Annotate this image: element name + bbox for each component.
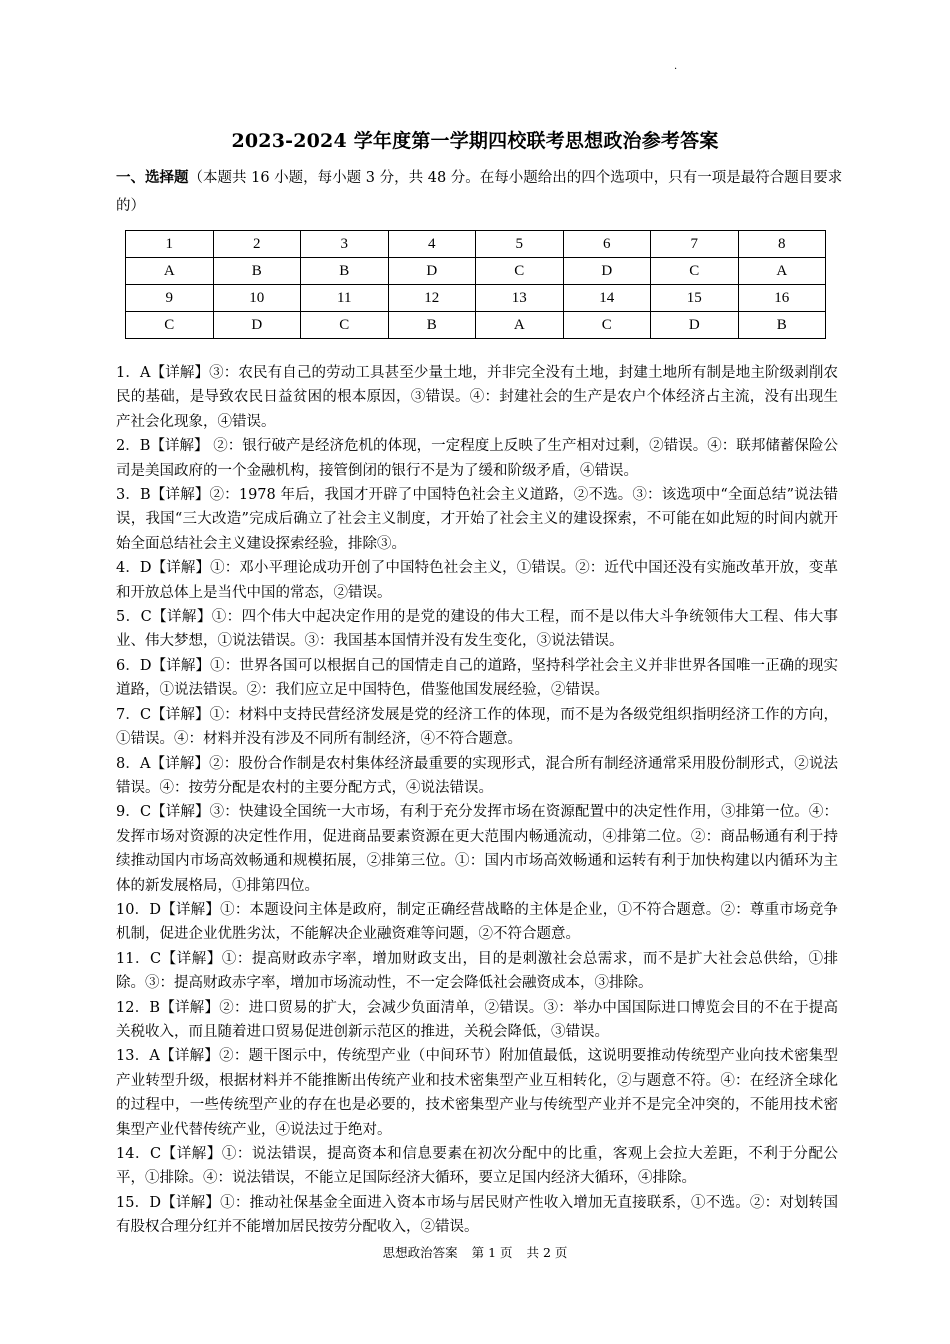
answer-letter-cell: D — [651, 312, 739, 339]
answer-letter-cell: C — [651, 258, 739, 285]
question-number-row — [126, 285, 826, 312]
answer-letter-cell: A — [738, 258, 826, 285]
question-number-cell: 3 — [301, 231, 389, 258]
header-dot-mark: . — [674, 61, 678, 72]
answer-table — [125, 230, 826, 339]
explanation-item: 4．D【详解】①：邓小平理论成功开创了中国特色社会主义，①错误。②：近代中国还没有实施改革开放，变革和开放总体上是当代中国的常态，②错误。 — [116, 560, 838, 601]
explanation-item: 10．D【详解】①：本题设问主体是政府，制定正确经营战略的主体是企业，①不符合题意。②：尊重市场竞争机制，促进企业优胜劣汰，不能解决企业融资难等问题，②不符合题意。 — [116, 901, 838, 943]
footer-subject: 思想政治答案 — [382, 1245, 458, 1260]
answer-letter-cell: D — [563, 258, 651, 285]
answer-letter-row — [126, 312, 826, 339]
section-note: （本题共 16 小题，每小题 3 分，共 48 分。在每小题给出的四个选项中，只有一项是最符合题目要求的） — [116, 170, 843, 214]
question-number-cell: 14 — [563, 285, 651, 312]
explanation-item: 7．C【详解】①：材料中支持民营经济发展是党的经济工作的体现，而不是为各级党组织指明经济工作的方向，①错误。④：材料并没有涉及不同所有制经济，④不符合题意。 — [116, 706, 838, 748]
question-number-cell: 1 — [126, 231, 214, 258]
question-number-cell: 13 — [476, 285, 564, 312]
answer-letter-cell: B — [301, 258, 389, 285]
question-number-cell: 9 — [126, 285, 214, 312]
answer-letter-cell: C — [563, 312, 651, 339]
explanation-item: 8．A【详解】②：股份合作制是农村集体经济最重要的实现形式，混合所有制经济通常采用股份制形式，②说法错误。④：按劳分配是农村的主要分配方式，④说法错误。 — [116, 755, 838, 796]
answer-letter-cell: C — [476, 258, 564, 285]
page-footer — [0, 1243, 950, 1261]
section-label: 一、选择题 — [116, 169, 189, 186]
explanation-item: 1．A【详解】③：农民有自己的劳动工具甚至少量土地，并非完全没有土地，封建土地所有制是地主阶级剥削农民的基础，是导致农民日益贫困的根本原因，③错误。④：封建社会的生产是农户个体经济占主流，没有出现生产社会化现象，④错误。 — [116, 365, 838, 430]
question-number-cell: 11 — [301, 285, 389, 312]
question-number-cell: 7 — [651, 231, 739, 258]
answer-letter-cell: A — [126, 258, 214, 285]
explanation-item: 14．C【详解】①：说法错误，提高资本和信息要素在初次分配中的比重，客观上会拉大差距，不利于分配公平，①排除。④：说法错误，不能立足国际经济大循环，要立足国内经济大循环，④排除。 — [116, 1146, 838, 1187]
question-number-cell: 2 — [213, 231, 301, 258]
question-number-cell: 12 — [388, 285, 476, 312]
explanation-item: 12．B【详解】②：进口贸易的扩大，会减少负面清单，②错误。③：举办中国国际进口博览会目的不在于提高关税收入，而且随着进口贸易促进创新示范区的推进，关税会降低，③错误。 — [116, 999, 838, 1040]
answer-letter-cell: B — [213, 258, 301, 285]
explanation-item: 9．C【详解】③：快建设全国统一大市场，有利于充分发挥市场在资源配置中的决定性作用，③排第一位。④：发挥市场对资源的决定性作用，促进商品要素资源在更大范围内畅通流动，④排第二位。②：商品畅通有利于持续推动国内市场高效畅通和规模拓展，②排第三位。①：国内市场高效畅通和运转有利于加快构建以内循环为主体的新发展格局，①排第四位。 — [116, 804, 838, 894]
explanation-item: 5．C【详解】①：四个伟大中起决定作用的是党的建设的伟大工程，而不是以伟大斗争统领伟大工程、伟大事业、伟大梦想，①说法错误。③：我国基本国情并没有发生变化，③说法错误。 — [116, 609, 838, 650]
answer-letter-row — [126, 258, 826, 285]
explanation-list — [116, 361, 838, 1240]
explanation-item: 3．B【详解】②：1978 年后，我国才开辟了中国特色社会主义道路，②不选。③：该选项中“全面总结”说法错误，我国“三大改造”完成后确立了社会主义制度，才开始了社会主义的建设探索，不可能在如此短的时间内就开始全面总结社会主义建设探索经验，排除③。 — [116, 487, 838, 552]
answer-letter-cell: C — [126, 312, 214, 339]
explanation-item: 6．D【详解】①：世界各国可以根据自己的国情走自己的道路，坚持科学社会主义并非世界各国唯一正确的现实道路，①说法错误。②：我们应立足中国特色，借鉴他国发展经验，②错误。 — [116, 657, 838, 699]
answer-letter-cell: D — [213, 312, 301, 339]
explanation-item: 15．D【详解】①：推动社保基金全面进入资本市场与居民财产性收入增加无直接联系，①不选。②：对划转国有股权合理分红并不能增加居民按劳分配收入，②错误。 — [116, 1194, 838, 1236]
question-number-cell: 4 — [388, 231, 476, 258]
footer-page-number: 第 1 页 — [471, 1245, 513, 1260]
footer-total-pages: 共 2 页 — [526, 1245, 568, 1260]
question-number-row — [126, 231, 826, 258]
answer-letter-cell: D — [388, 258, 476, 285]
answer-letter-cell: B — [738, 312, 826, 339]
explanation-item: 13．A【详解】②：题干图示中，传统型产业（中间环节）附加值最低，这说明要推动传统型产业向技术密集型产业转型升级，根据材料并不能推断出传统产业和技术密集型产业互相转化，②与题意不符。④：在经济全球化的过程中，一些传统型产业的存在也是必要的，技术密集型产业与传统型产业并不是完全冲突的，不能用技术密集型产业代替传统产业，④说法过于绝对。 — [116, 1048, 838, 1138]
question-number-cell: 6 — [563, 231, 651, 258]
section-heading — [116, 164, 846, 220]
answer-letter-cell: C — [301, 312, 389, 339]
answer-letter-cell: A — [476, 312, 564, 339]
question-number-cell: 10 — [213, 285, 301, 312]
explanation-item: 11．C【详解】①：提高财政赤字率，增加财政支出，目的是刺激社会总需求，而不是扩大社会总供给，①排除。③：提高财政赤字率，增加市场流动性，不一定会降低社会融资成本，③排除。 — [116, 950, 838, 992]
question-number-cell: 15 — [651, 285, 739, 312]
answer-letter-cell: B — [388, 312, 476, 339]
question-number-cell: 8 — [738, 231, 826, 258]
explanation-item: 2．B【详解】 ②：银行破产是经济危机的体现，一定程度上反映了生产相对过剩，②错误。④：联邦储蓄保险公司是美国政府的一个金融机构，接管倒闭的银行不是为了缓和阶级矛盾，④错误。 — [116, 438, 838, 479]
page-title: 2023-2024 学年度第一学期四校联考思想政治参考答案 — [231, 130, 719, 152]
question-number-cell: 16 — [738, 285, 826, 312]
question-number-cell: 5 — [476, 231, 564, 258]
